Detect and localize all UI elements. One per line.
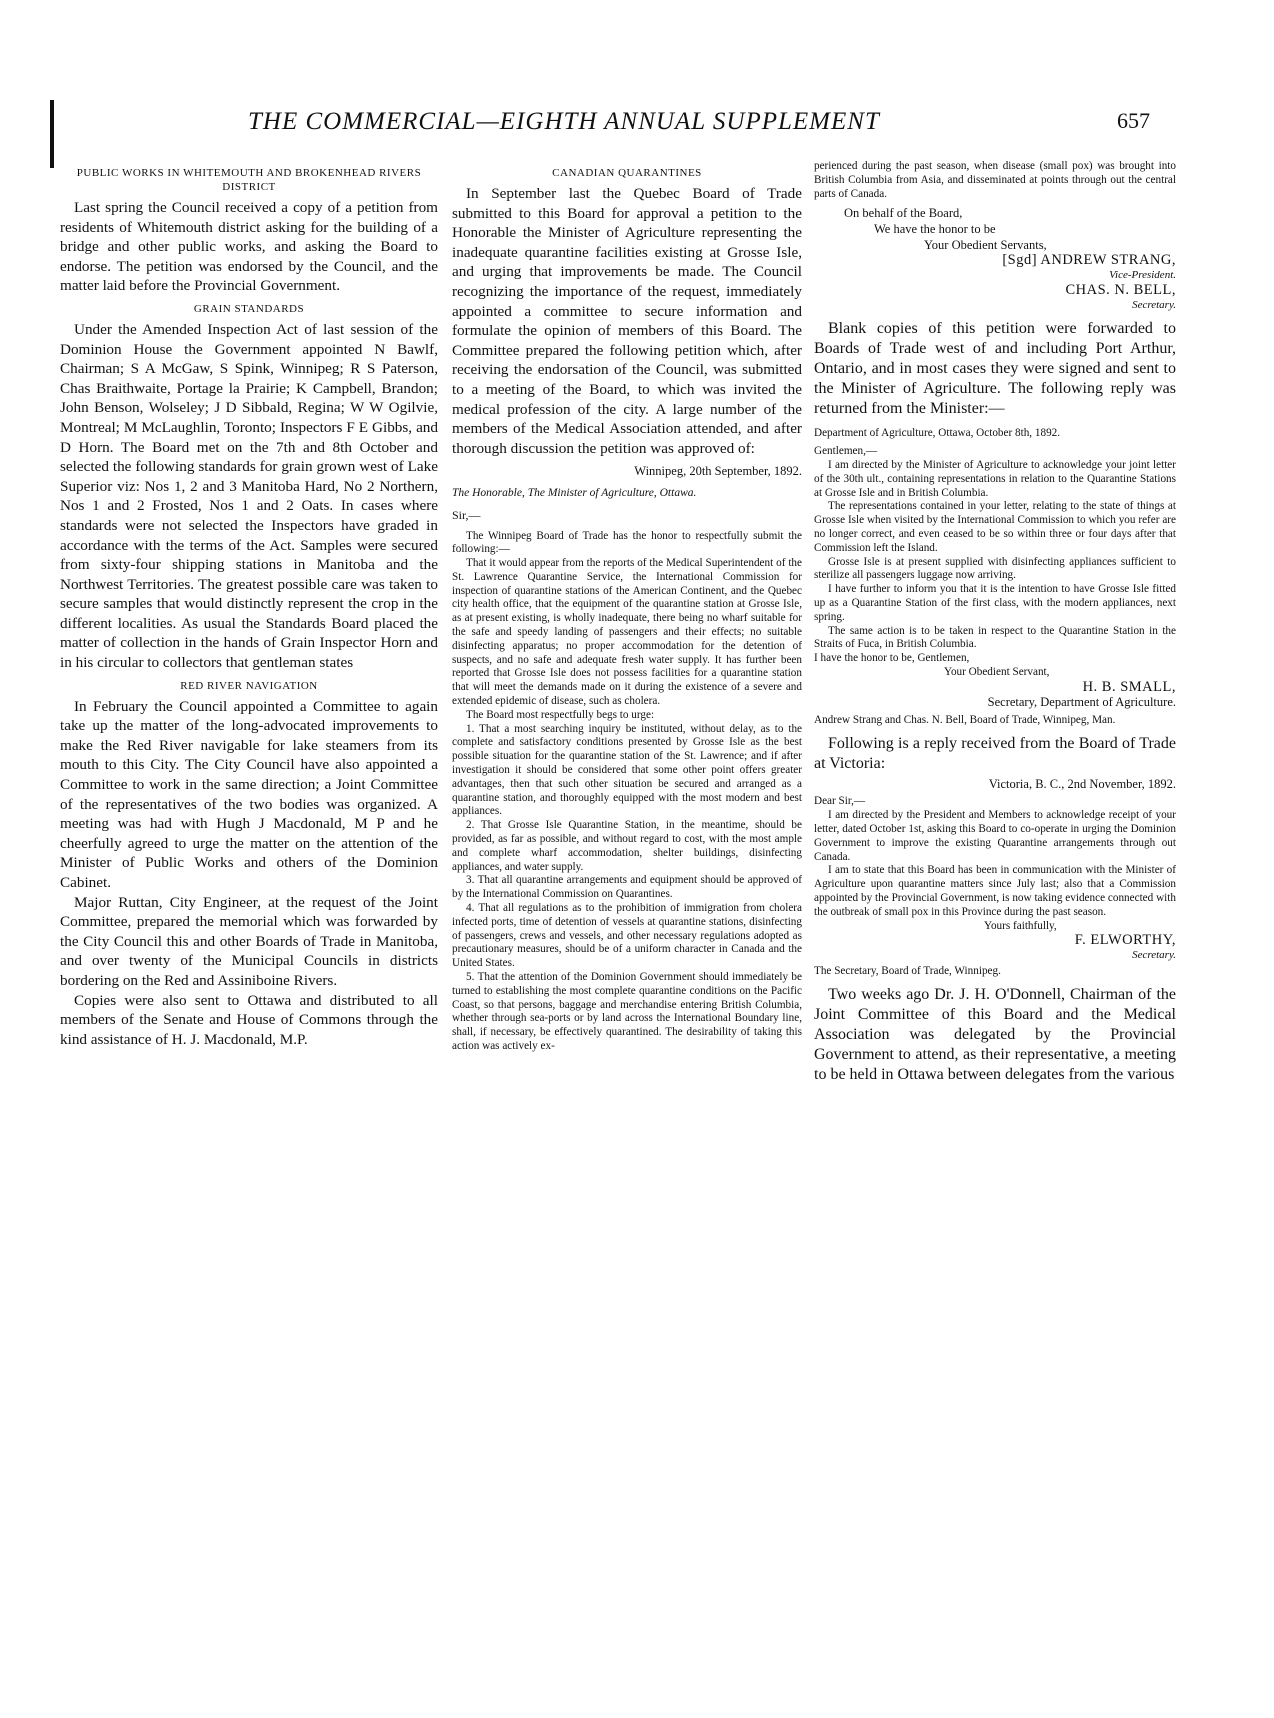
petition-dateline: Winnipeg, 20th September, 1892. [634,464,802,479]
on-behalf-line: On behalf of the Board, [844,206,963,221]
ministry-salutation: Gentlemen,— [814,445,878,458]
victoria-paragraph-1: I am directed by the President and Members to acknowledge receipt of your letter, dated October 1st, asking this Board to co-operate in urging the Dominion Government to improve the existing Quarantine arrangements through out Canada. [814,809,1176,863]
page-header [230,108,1170,148]
petition-urge-line: The Board most respectfully begs to urge: [466,708,655,721]
public-works-paragraph: Last spring the Council received a copy of a petition from residents of Whitemouth district asking for the building of a bridge and other public works, and asking the Board to endorse. The petition was endorsed by the Council, and the matter laid before the Provincial Government. [60,199,438,295]
ministry-reply-paragraph-5: The same action is to be taken in respect to the Quarantine Station in the Straits of Fuca, in British Columbia. [814,624,1176,651]
victoria-intro-section [814,734,1176,774]
column-3 [814,160,1176,1085]
ministry-reply [814,427,1176,727]
petition-salutation: Sir,— [452,507,481,522]
blank-copies-section [814,319,1176,419]
continuation-paragraph: perienced during the past season, when disease (small pox) was brought into British Columbia from Asia, and disseminated at points through out the central parts of Canada. [814,160,1176,200]
obedient-line: Your Obedient Servants, [924,238,1047,253]
running-title: THE COMMERCIAL—EIGHTH ANNUAL SUPPLEMENT [248,108,880,135]
signer-bell: CHAS. N. BELL, [1065,282,1176,299]
red-river-heading: RED RIVER NAVIGATION [180,679,318,692]
red-river-paragraph-1: In February the Council appointed a Committee to again take up the matter of the long-advocated improvements to make the Red River navigable for lake steamers from its mouth to this City. The City Council have also appointed a Committee to work in the same direction; a Joint Committee of the representatives of the two bodies was organized. A meeting was had with Hugh J Macdonald, M P and he cheerfully agreed to urge the matter on the attention of the Minister of Public Works and others of the Dominion Cabinet. [60,697,438,891]
victoria-dateline: Victoria, B. C., 2nd November, 1892. [988,776,1176,791]
signer-small: H. B. SMALL, [1082,678,1176,695]
honor-line: We have the honor to be [874,222,996,237]
closing-paragraph: Two weeks ago Dr. J. H. O'Donnell, Chairman of the Joint Committee of this Board and the Medical Association was delegated by the Provincial Government to attend, as their representative, a meeting to be held in Ottawa between delegates from the various [814,986,1176,1084]
signer-small-title: Secretary, Department of Agriculture. [987,694,1176,709]
page-number: 657 [1117,108,1150,133]
ministry-obedient-line: Your Obedient Servant, [944,665,1050,678]
victoria-address: The Secretary, Board of Trade, Winnipeg. [814,965,1001,978]
board-signature-block [814,205,1176,313]
petition-body [452,530,802,1054]
ministry-reply-paragraph-4: I have further to inform you that it is the intention to have Grosse Isle fitted up as a Quarantine Station of the first class, with the modern appliances, next spring. [814,583,1176,623]
petition-address: The Honorable, The Minister of Agriculture, Ottawa. [452,486,697,499]
red-river-paragraph-3: Copies were also sent to Ottawa and distributed to all members of the Senate and House of Commons through the kind assistance of H. J. Macdonald, M.P. [60,991,438,1048]
red-river-paragraph-2: Major Ruttan, City Engineer, at the request of the Joint Committee, prepared the memorial which was forwarded by the City Council this and other Boards of Trade in Manitoba, and over twenty of the Municipal Councils in districts bordering on the Red and Assiniboine Rivers. [60,893,438,989]
signer-strang: [Sgd] ANDREW STRANG, [1002,252,1176,269]
grain-standards-paragraph: Under the Amended Inspection Act of last session of the Dominion House the Government appointed N Bawlf, Chairman; S A McGaw, S Spink, Winnipeg; R S Paterson, Chas Braithwaite, Portage la Prairie; K Campbell, Brandon; John Benson, Wolseley; J D Sibbald, Regina; W W Ogilvie, Montreal; M McLaughlin, Toronto; Inspectors F E Gibbs, and D Horn. The Board met on the 7th and 8th October and selected the following standards for grain grown west of Lake Superior viz: Nos 1, 2 and 3 Manitoba Hard, No 2 Northern, Nos 1 and 2 Frosted, Nos 1 and 2 Oats. In cases where standards were not selected the Inspectors have graded in accordance with the terms of the Act. Samples were secured from sixty-four shipping stations in Manitoba and the Northwest Territories. The greatest possible care was taken to secure samples that would distinctly represent the crop in the different localities. As usual the Standards Board placed the matter of collection in the hands of Grain Inspector Horn and in his circular to collectors that gentleman states [60,320,438,672]
signer-elworthy-title: Secretary. [1132,949,1176,962]
victoria-reply [814,778,1176,980]
victoria-paragraph-2: I am to state that this Board has been in communication with the Minister of Agriculture upon quarantine matters since July last; also that a Commission appointed by the Provincial Government, is now taking evidence connected with the outbreak of small pox in this Province during the past season. [814,864,1176,918]
petition-point-1: 1. That a most searching inquiry be instituted, without delay, as to the complete and satisfactory conditions presented by Grosse Isle as the best possible situation for the quarantine station of the St. Lawrence; and if after investigation it should be considered that some other point offers greater advantages, then that such other situation be secured and arranged as a quarantine station, and thoroughly equipped with the most modern and best appliances. [452,722,802,818]
public-works-heading: PUBLIC WORKS IN WHITEMOUTH AND BROKENHEAD RIVERS DISTRICT [76,167,422,193]
victoria-yours-line: Yours faithfully, [984,919,1057,932]
quarantine-paragraph: In September last the Quebec Board of Trade submitted to this Board for approval a petition to the Honorable the Minister of Agriculture representing the inadequate quarantine facilities existing at Grosse Isle, and urging that improvements be made. The Council recognizing the importance of the request, immediately appointed a committee to secure information and formulate the opinion of members of this Board. The Committee prepared the following petition which, after receiving the endorsation of the Council, was submitted to a meeting of the Board, to which was invited the medical profession of the city. A large number of the members of the Medical Association attended, and after thorough discussion the petition was approved of: [452,185,802,457]
signer-elworthy: F. ELWORTHY, [1074,932,1176,949]
ministry-reply-paragraph-2: The representations contained in your letter, relating to the state of things at Grosse Isle when visited by the International Commission to which you refer are no longer correct, and even ceased to be so within three or four days after that Commission left the Island. [814,500,1176,554]
petition-point-2: 2. That Grosse Isle Quarantine Station, in the meantime, should be provided, as far as possible, and without regard to cost, with the most ample and complete wharf accommodation, shelter buildings, disinfecting appliances, and water supply. [452,819,802,873]
quarantine-heading: CANADIAN QUARANTINES [552,167,702,179]
signer-bell-title: Secretary. [1132,299,1176,312]
column-2 [452,160,802,1054]
petition-body-paragraph: That it would appear from the reports of the Medical Superintendent of the St. Lawrence Quarantine Service, the International Commission for inspection of quarantine stations of the American Continent, and the Quebec city health office, that the equipment of the quarantine station at Grosse Isle, as at present existing, is wholly inadequate, there being no wharf suitable for the safe and speedy landing of passengers and their effects; no suitable disinfecting apparatus; no proper accommodation for the detention of suspects, and no safe and adequate fresh water supply. It has further been reported that Grosse Isle does not possess facilities for a quarantine station that will meet the demands made on it during the existence of a severe and extended epidemic of disease, such as cholera. [452,557,802,708]
petition-point-3: 3. That all quarantine arrangements and equipment should be approved of by the International Commission on Quarantines. [452,874,802,901]
closing-section [814,985,1176,1085]
ministry-reply-paragraph-1: I am directed by the Minister of Agriculture to acknowledge your joint letter of the 30th ult., containing representations in relation to the Quarantine Stations at Grosse Isle and in British Columbia. [814,458,1176,499]
petition-intro: The Winnipeg Board of Trade has the honor to respectfully submit the following:— [452,529,802,556]
ministry-dateline: Department of Agriculture, Ottawa, October 8th, 1892. [814,427,1061,440]
margin-rule [50,100,54,168]
column-1 [60,160,438,1049]
ministry-honor-line: I have the honor to be, Gentlemen, [814,652,970,665]
victoria-intro: Following is a reply received from the Board of Trade at Victoria: [814,734,1176,772]
petition-point-5: 5. That the attention of the Dominion Government should immediately be turned to establishing the most complete quarantine conditions on the Pacific Coast, so that persons, baggage and merchandise entering British Columbia, whether through sea-ports or by land across the International Boundary line, shall, if necessary, be effectively quarantined. The desirability of taking this action was actively ex- [452,971,802,1052]
victoria-salutation: Dear Sir,— [814,795,866,808]
ministry-reply-paragraph-3: Grosse Isle is at present supplied with disinfecting appliances sufficient to sterilize all passengers luggage now arriving. [814,555,1176,582]
signer-strang-title: Vice-President. [1109,269,1176,282]
blank-copies-paragraph: Blank copies of this petition were forwarded to Boards of Trade west of and including Port Arthur, Ontario, and in most cases they were signed and sent to the Minister of Agriculture. The following reply was returned from the Minister:— [814,320,1176,418]
petition-continuation [814,160,1176,201]
grain-standards-heading: GRAIN STANDARDS [193,302,305,315]
petition-point-4: 4. That all regulations as to the prohibition of immigration from cholera infected ports, time of detention of vessels at quarantine stations, disinfecting of passengers, crews and vessels, and other necessary regulations adopted as precautionary measures, should be of a uniform character in Canada and the United States. [452,902,802,970]
ministry-reply-address: Andrew Strang and Chas. N. Bell, Board of Trade, Winnipeg, Man. [814,713,1116,726]
